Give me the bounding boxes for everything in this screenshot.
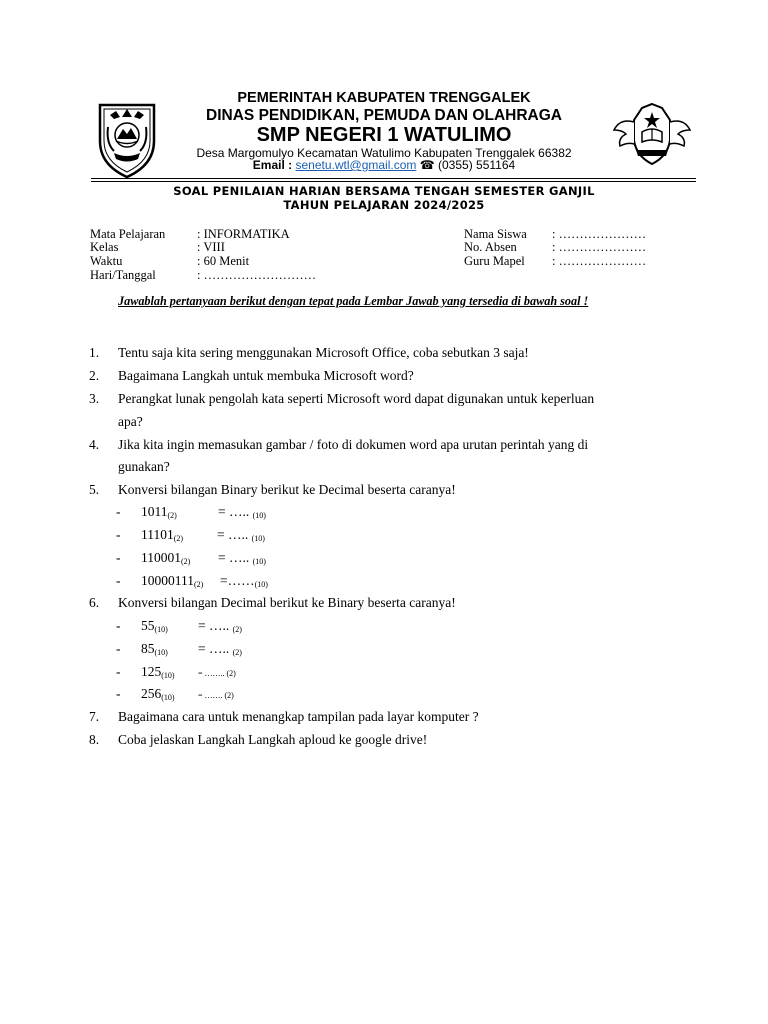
email-label: Email : [252,158,293,172]
header-rule-thin [91,181,696,182]
label-time: Waktu [90,254,123,268]
value-absence-no: : ………………… [552,240,647,254]
email-link[interactable]: senetu.wtl@gmail.com [295,158,417,172]
phone-number: ☎ (0355) 551164 [419,158,516,172]
value-subject: : INFORMATIKA [197,227,290,241]
department-name: DINAS PENDIDIKAN, PEMUDA DAN OLAHRAGA [206,107,562,124]
label-absence-no: No. Absen [464,240,517,254]
label-teacher: Guru Mapel [464,254,525,268]
exam-year: TAHUN PELAJARAN 2024/2025 [283,198,485,212]
value-student-name: : ………………… [552,227,647,241]
value-class: : VIII [197,240,225,254]
value-teacher: : ………………… [552,254,647,268]
label-date: Hari/Tanggal [90,268,156,282]
value-date: : ……………………… [197,268,317,282]
exam-title: SOAL PENILAIAN HARIAN BERSAMA TENGAH SEMESTER GANJIL [173,184,595,198]
government-name: PEMERINTAH KABUPATEN TRENGGALEK [237,90,531,106]
contact-line [0,158,768,172]
school-name: SMP NEGERI 1 WATULIMO [256,124,512,146]
value-time: : 60 Menit [197,254,250,268]
label-student-name: Nama Siswa [464,227,527,241]
label-class: Kelas [90,240,119,254]
header-rule-thick [91,178,696,179]
school-address: Desa Margomulyo Kecamatan Watulimo Kabupaten Trenggalek 66382 [196,146,572,160]
label-subject: Mata Pelajaran [90,227,166,241]
instruction-text: Jawablah pertanyaan berikut dengan tepat pada Lembar Jawab yang tersedia di bawah soal ! [118,294,589,308]
